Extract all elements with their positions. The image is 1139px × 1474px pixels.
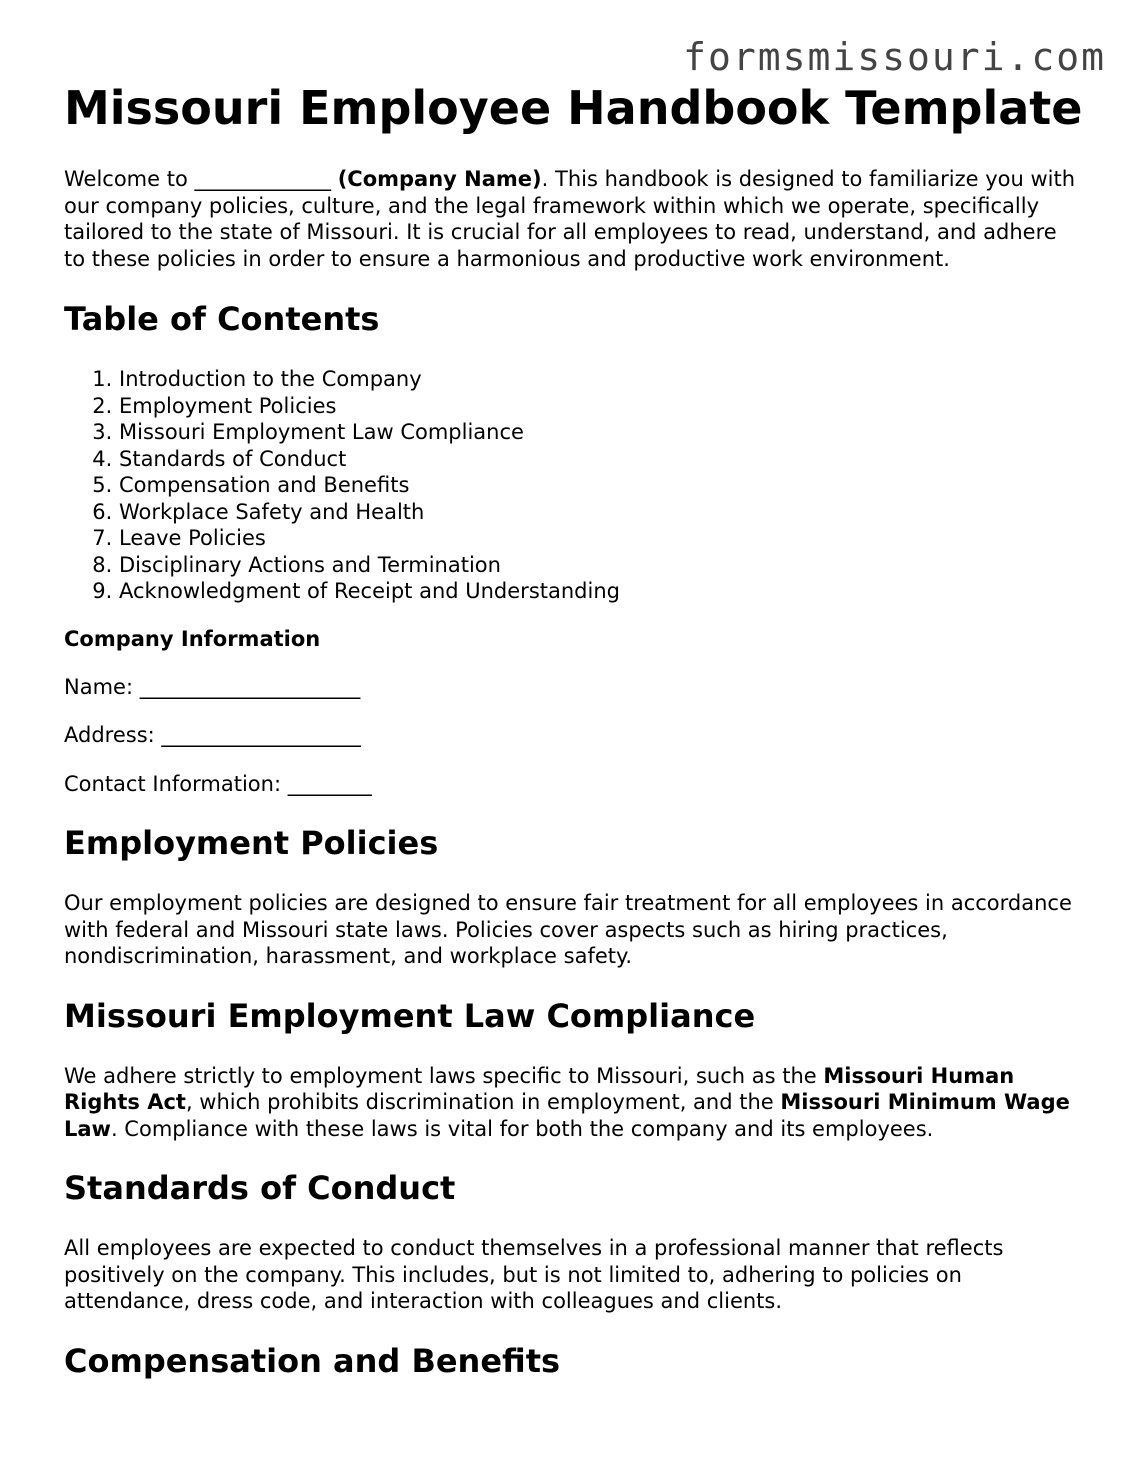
toc-list	[64, 366, 1084, 605]
toc-item: 4. Standards of Conduct	[119, 446, 1084, 473]
company-contact-field-blank: ________	[287, 771, 372, 796]
toc-item: 3. Missouri Employment Law Compliance	[119, 419, 1084, 446]
toc-item: 7. Leave Policies	[119, 525, 1084, 552]
company-name-blank: _____________	[194, 167, 331, 191]
company-address-field-blank: ___________________	[161, 723, 361, 747]
toc-item: 1. Introduction to the Company	[119, 366, 1084, 393]
company-name-field-label: Name:	[64, 674, 140, 699]
compensation-heading: Compensation and Benefits	[64, 1341, 561, 1380]
law-compliance-text-2: , which prohibits discrimination in employment, and the	[185, 1090, 781, 1114]
document-page	[64, 80, 1084, 1381]
company-name-field-blank: _____________________	[139, 674, 361, 699]
conduct-heading: Standards of Conduct	[64, 1169, 456, 1207]
company-info-heading: Company Information	[64, 626, 321, 651]
intro-prefix: Welcome to	[64, 167, 195, 191]
intro-rest: . This handbook is designed to familiarize you with our company policies, culture, and the legal framework within which we operate, specifically tailored to the state of Missouri. It is crucial for all employees to read, understand, and adhere to these policies in order to ensure a harmonious and productive work environment.	[64, 167, 1076, 271]
toc-item: 6. Workplace Safety and Health	[119, 499, 1084, 526]
law-compliance-text-1: We adhere strictly to employment laws specific to Missouri, such as the	[64, 1063, 824, 1088]
toc-item: 8. Disciplinary Actions and Termination	[119, 552, 1084, 579]
watermark: formsmissouri.com	[683, 35, 1106, 79]
conduct-paragraph: All employees are expected to conduct themselves in a professional manner that reflects positively on the company. This includes, but is not limited to, adhering to policies on attendance, dress code, and interaction with colleagues and clients.	[64, 1236, 1004, 1313]
company-name-field	[64, 674, 1084, 701]
minimum-wage-law: Missouri Minimum Wage Law	[64, 1090, 1070, 1141]
toc-item: 2. Employment Policies	[119, 393, 1084, 420]
toc-heading: Table of Contents	[64, 300, 380, 338]
page-title: Missouri Employee Handbook Template	[64, 81, 1083, 135]
toc-item: 9. Acknowledgment of Receipt and Understanding	[119, 578, 1084, 605]
company-address-field	[64, 722, 1084, 749]
company-name-label: (Company Name)	[337, 167, 542, 191]
company-address-field-label: Address:	[64, 723, 162, 747]
law-compliance-paragraph	[64, 1063, 1084, 1143]
law-compliance-heading: Missouri Employment Law Compliance	[64, 996, 756, 1035]
employment-policies-heading: Employment Policies	[64, 824, 439, 862]
employment-policies-paragraph: Our employment policies are designed to ensure fair treatment for all employees in accordance with federal and Missouri state laws. Policies cover aspects such as hiring practices, nondiscrimination, harassment, and workplace safety.	[64, 891, 1072, 968]
intro-paragraph	[64, 166, 1084, 272]
company-contact-field-label: Contact Information:	[64, 771, 288, 796]
law-compliance-text-3: . Compliance with these laws is vital for both the company and its employees.	[110, 1116, 934, 1141]
company-contact-field	[64, 771, 1084, 798]
toc-item: 5. Compensation and Benefits	[119, 472, 1084, 499]
human-rights-act: Missouri Human Rights Act	[64, 1063, 1015, 1114]
